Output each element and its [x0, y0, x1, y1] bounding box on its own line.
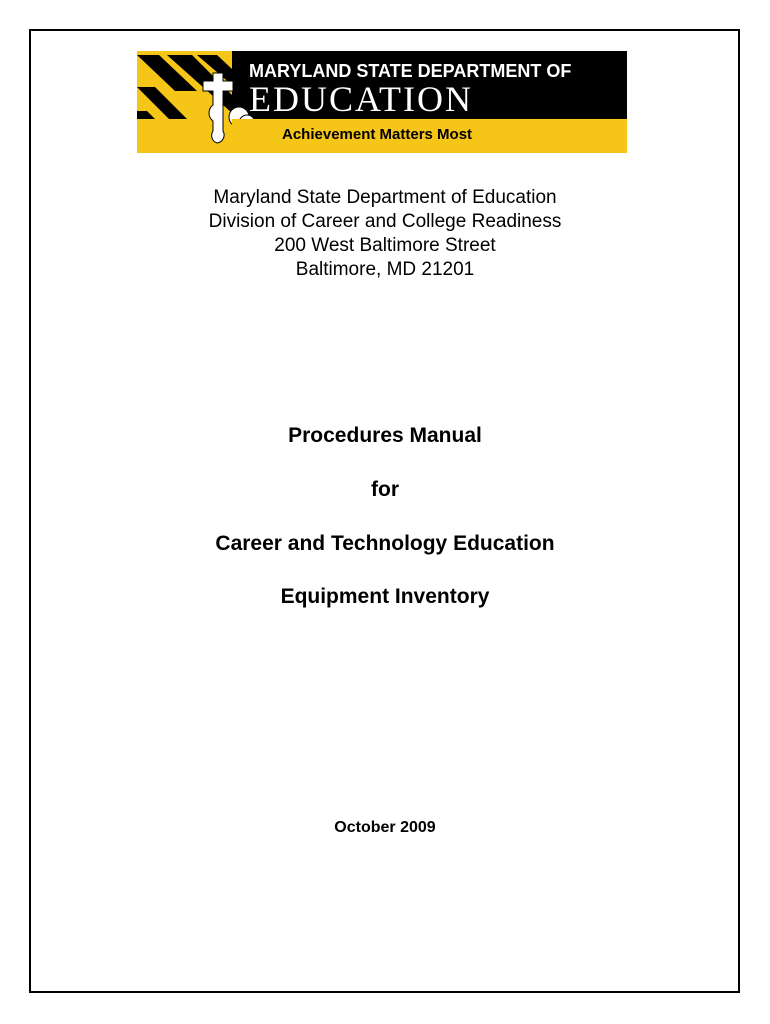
logo-line2: EDUCATION	[249, 79, 473, 119]
address-line-city: Baltimore, MD 21201	[295, 259, 475, 280]
msde-logo	[137, 51, 627, 153]
title-for: for	[371, 478, 399, 501]
address-line-org: Maryland State Department of Education	[213, 187, 557, 208]
title-equipment-inventory: Equipment Inventory	[280, 585, 490, 608]
title-procedures-manual: Procedures Manual	[288, 424, 482, 447]
address-block	[0, 186, 770, 282]
title-cte: Career and Technology Education	[215, 532, 555, 555]
address-line-street: 200 West Baltimore Street	[274, 235, 496, 256]
logo-line1: MARYLAND STATE DEPARTMENT OF	[249, 61, 572, 81]
page-border	[29, 29, 740, 993]
logo-tagline: Achievement Matters Most	[282, 126, 473, 143]
document-date: October 2009	[334, 819, 436, 836]
address-line-division: Division of Career and College Readiness	[208, 211, 562, 232]
